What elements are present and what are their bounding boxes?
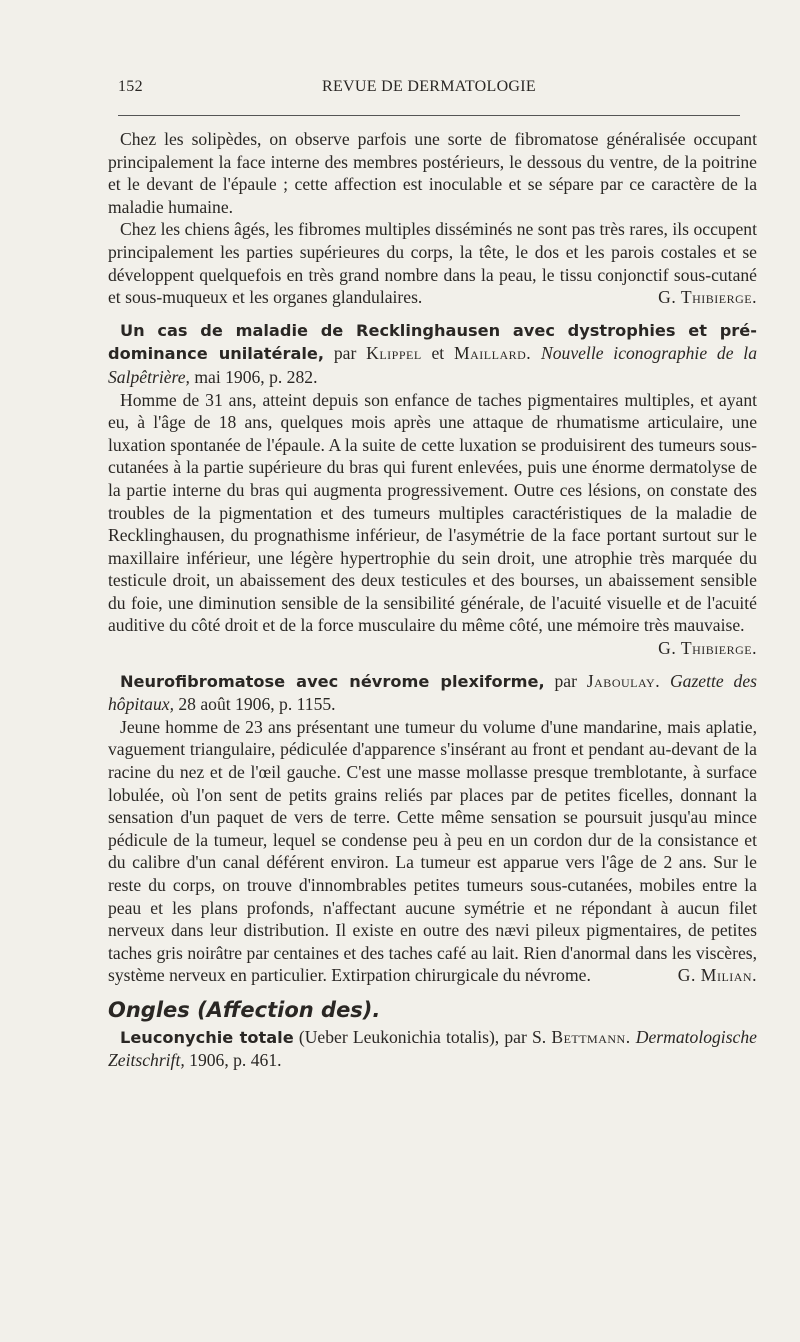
article-3-heading [108, 670, 757, 716]
article-4 [108, 1026, 757, 1072]
article-2-and: et [431, 343, 445, 364]
article-2-author-1: Klippel [366, 343, 422, 364]
running-title: REVUE DE DERMATOLOGIE [322, 78, 536, 95]
article-2-date: mai 1906, p. 282. [194, 366, 318, 387]
article-2-signature: G. Thibierge. [658, 638, 757, 659]
article-3-body [108, 716, 757, 987]
page-body [108, 128, 757, 1072]
article-2-by: par [333, 343, 357, 364]
article-1-paragraph-2-text: Chez les chiens âgés, les fibromes multiples disséminés ne sont pas très rares, ils occupent principalement les parties supérieures du corps, la tête, le dos et les parois costales et se développent quelquefois en très grand nombre dans la peau, le tissu conjonctif sous-cutané et sous-muqueux et les organes glandulaires. [108, 219, 757, 308]
article-3 [108, 670, 757, 987]
article-3-body-text: Jeune homme de 23 ans présentant une tumeur du volume d'une mandarine, mais aplatie, vaguement triangulaire, pédiculée d'apparence s'insérant au front et pendant au-devant de la racine du nez et de l'œil gauche. C'est une masse mollasse presque tremblotante, à surface lobulée, où l'on sent de petits grains reliés par places par de petites ficelles, donnant la sensation d'un paquet de vers de terre. Cette même sensation se poursuit jusqu'au mince pédicule de la tumeur, lequel se condense peu à peu en un cordon dur de la consistance et du calibre d'un canal déférent environ. La tumeur est apparue vers l'âge de 2 ans. Sur le reste du corps, on trouve d'innombrables petites tumeurs sous-cutanées, mobiles entre la peau et les plans profonds, n'affectant aucune symétrie et ne répondant à aucun filet nerveux dans leur distribution. Il existe en outre des nævi pileux pigmentaires, de petites taches gris noirâtre par centaines et des taches café au lait. Rien d'anormal dans les viscères, système nerveux en particulier. Extirpation chirurgicale du névrome. [108, 716, 757, 986]
article-4-subtitle: (Ueber Leukonichia totalis), [298, 1026, 500, 1047]
section-heading: Ongles (Affection des). [108, 997, 381, 1022]
article-2-title: Un cas de maladie de Recklinghausen avec dystrophies et prédominance unilatérale, [108, 320, 757, 364]
article-3-source: Gazette des hôpitaux, [108, 670, 757, 715]
article-4-source: Dermatologische Zeitschrift, [108, 1026, 757, 1071]
article-4-date: 1906, p. 461. [189, 1050, 282, 1071]
article-1-signature: G. Thibierge. [658, 287, 757, 308]
article-3-author: Jaboulay. [586, 670, 661, 691]
article-4-by: par S. [504, 1026, 547, 1047]
article-3-date: 28 août 1906, p. 1155. [178, 694, 336, 715]
header-rule [118, 115, 740, 116]
article-2-author-2: Maillard. [453, 343, 532, 364]
article-2-heading [108, 319, 757, 389]
article-4-heading [108, 1026, 757, 1072]
page-number: 152 [118, 78, 143, 95]
article-3-title: Neurofibromatose avec névrome plexiforme, [120, 671, 545, 691]
article-4-title: Leuconychie totale [120, 1027, 294, 1047]
article-1-paragraph-1: Chez les solipèdes, on observe parfois une sorte de fibromatose généralisée occupant principalement la face interne des membres postérieurs, le dessous du ventre, de la poitrine et le devant de l'épaule ; cette affection est inoculable et se sépare par ce caractère de la maladie humaine. [108, 129, 757, 217]
page-header [118, 74, 740, 100]
article-2-body-text: Homme de 31 ans, atteint depuis son enfance de taches pigmentaires multiples, et ayant eu, à l'âge de 18 ans, quelques mois après une attaque de rhumatisme articulaire, une luxation spontanée de l'épaule. A la suite de cette luxation se produisirent des tumeurs sous-cutanées à la partie supérieure du bras qui furent enlevées, puis une énorme dermatolyse de la partie interne du bras qui augmenta progressivement. Outre ces lésions, on constate des troubles de la pigmentation et des tumeurs multiples caractéristiques de la maladie de Recklinghausen, du prognathisme inférieur, de l'asymétrie de la face portant surtout sur le maxillaire inférieur, une légère hypertrophie du sein droit, une atrophie très marquée du testicule droit, un abaissement des deux testicules et des bourses, un abaissement sensible du foie, une diminution sensible de la sensibilité générale, de l'acuité visuelle et de l'acuité auditive du côté droit et de la force musculaire du même côté, une mémoire très mauvaise. [108, 389, 757, 636]
article-2-body [108, 389, 757, 659]
article-3-by: par [554, 670, 577, 691]
article-3-signature: G. Milian. [677, 965, 757, 986]
article-2-source: Nouvelle iconographie de la Salpêtrière, [108, 343, 757, 387]
article-4-author: Bettmann. [551, 1026, 631, 1047]
article-2 [108, 319, 757, 660]
article-1-paragraph-2 [108, 218, 757, 308]
